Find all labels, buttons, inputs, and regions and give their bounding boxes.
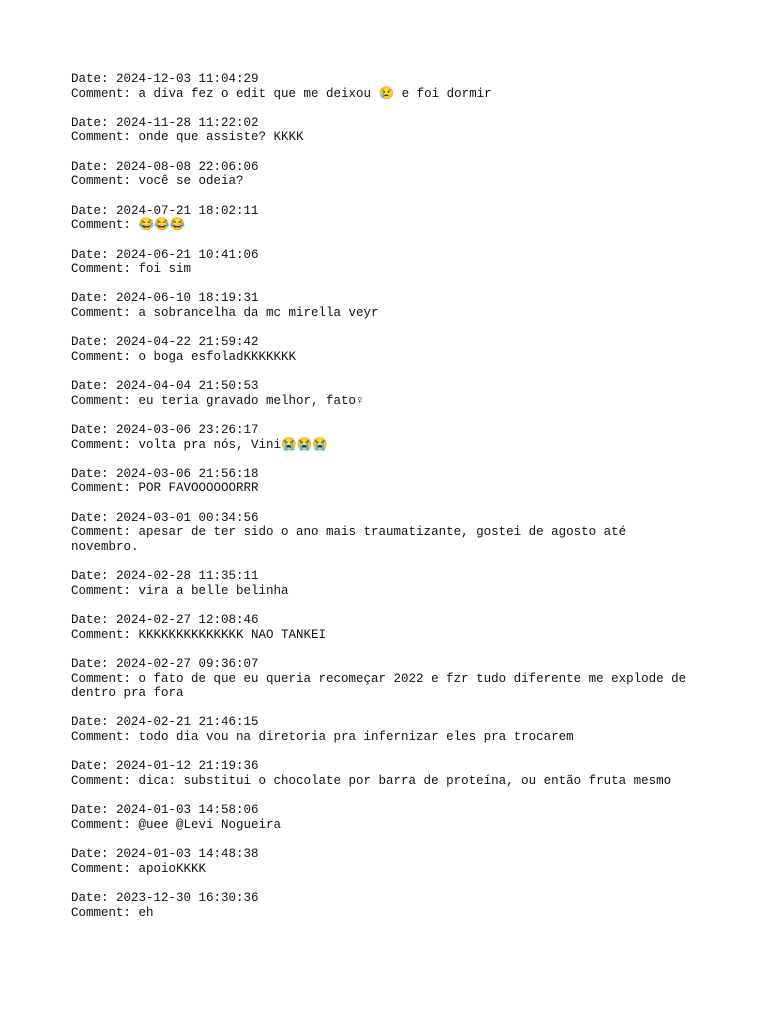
date-line	[71, 116, 699, 131]
date-label: Date:	[71, 423, 117, 437]
comment-label: Comment:	[71, 305, 139, 320]
comment-label: Comment:	[71, 627, 139, 642]
comment-entry	[71, 847, 699, 876]
comment-text: todo dia vou na diretoria pra infernizar eles pra trocarem	[138, 730, 574, 745]
date-value: 2024-06-10 18:19:31	[116, 291, 259, 306]
date-line	[71, 72, 699, 87]
date-label: Date:	[71, 569, 117, 584]
comment-label: Comment:	[71, 218, 139, 233]
comment-line	[71, 306, 699, 321]
comment-line	[71, 350, 699, 365]
date-value: 2024-11-28 11:22:02	[116, 115, 259, 130]
comment-label: Comment:	[71, 481, 139, 496]
comment-entry	[71, 291, 699, 320]
comment-entry	[71, 335, 699, 364]
date-line	[71, 204, 699, 219]
comment-line	[71, 906, 699, 921]
comment-line	[71, 525, 699, 554]
comment-label: Comment:	[71, 349, 139, 364]
date-value: 2024-01-12 21:19:36	[116, 759, 259, 774]
comment-label: Comment:	[71, 437, 139, 452]
comment-text: volta pra nós, Vini😭😭😭	[138, 437, 328, 452]
date-label: Date:	[71, 759, 117, 774]
comment-text: foi sim	[138, 262, 192, 277]
date-value: 2024-03-06 21:56:18	[116, 466, 259, 481]
date-line	[71, 335, 699, 350]
date-label: Date:	[71, 291, 117, 306]
comment-text: eh	[138, 905, 154, 920]
comment-entry	[71, 467, 699, 496]
date-line	[71, 715, 699, 730]
date-line	[71, 803, 699, 818]
date-label: Date:	[71, 379, 117, 394]
date-value: 2024-02-27 09:36:07	[116, 656, 259, 671]
date-value: 2024-07-21 18:02:11	[116, 203, 259, 218]
date-value: 2024-06-21 10:41:06	[116, 247, 259, 262]
comment-label: Comment:	[71, 730, 139, 745]
date-line	[71, 291, 699, 306]
comment-label: Comment:	[71, 262, 139, 277]
date-value: 2024-04-22 21:59:42	[116, 335, 259, 350]
comment-line	[71, 584, 699, 599]
date-label: Date:	[71, 72, 117, 86]
comment-line	[71, 130, 699, 145]
date-label: Date:	[71, 715, 117, 730]
comment-entry	[71, 715, 699, 744]
comment-line	[71, 672, 699, 701]
comment-entry	[71, 657, 699, 701]
date-value: 2024-03-06 23:26:17	[116, 423, 259, 437]
comment-line	[71, 628, 699, 643]
comment-line	[71, 818, 699, 833]
date-line	[71, 511, 699, 526]
comment-text: KKKKKKKKKKKKKK NAO TANKEI	[138, 627, 327, 642]
date-value: 2024-01-03 14:48:38	[116, 847, 259, 862]
comment-text: 😂😂😂	[138, 218, 186, 233]
date-value: 2024-08-08 22:06:06	[116, 159, 259, 174]
comment-line	[71, 262, 699, 277]
date-label: Date:	[71, 335, 117, 350]
comment-text: o boga esfoladKKKKKKK	[138, 349, 297, 364]
comment-entry	[71, 569, 699, 598]
comment-entry	[71, 72, 699, 101]
comment-entry	[71, 423, 699, 452]
comment-line	[71, 862, 699, 877]
date-label: Date:	[71, 847, 117, 862]
comment-line	[71, 218, 699, 233]
date-line	[71, 891, 699, 906]
comment-label: Comment:	[71, 817, 139, 832]
comment-text: o fato de que eu queria recomeçar 2022 e fzr tudo diferente me explode de dentro pra fora	[71, 671, 694, 701]
comment-label: Comment:	[71, 86, 139, 101]
date-label: Date:	[71, 203, 117, 218]
date-value: 2024-02-21 21:46:15	[116, 715, 259, 730]
comment-text: eu teria gravado melhor, fato♀	[138, 393, 364, 408]
date-value: 2024-01-03 14:58:06	[116, 803, 259, 818]
date-label: Date:	[71, 656, 117, 671]
date-line	[71, 759, 699, 774]
date-line	[71, 467, 699, 482]
date-value: 2024-12-03 11:04:29	[116, 72, 259, 86]
comment-label: Comment:	[71, 130, 139, 145]
date-label: Date:	[71, 115, 117, 130]
comment-text: apoioKKKK	[138, 861, 207, 876]
comment-label: Comment:	[71, 174, 139, 189]
comment-entry	[71, 160, 699, 189]
date-line	[71, 379, 699, 394]
comment-text: @uee @Levi Nogueira	[138, 817, 282, 832]
date-label: Date:	[71, 159, 117, 174]
comment-line	[71, 438, 699, 453]
comment-text: apesar de ter sido o ano mais traumatizante, gostei de agosto até novembro.	[71, 525, 634, 554]
comment-label: Comment:	[71, 773, 139, 788]
comment-entry	[71, 759, 699, 788]
comment-label: Comment:	[71, 393, 139, 408]
comment-text: a diva fez o edit que me deixou 😢 e foi dormir	[138, 86, 492, 101]
comment-text: a sobrancelha da mc mirella veyr	[138, 305, 379, 320]
comment-entry	[71, 379, 699, 408]
comment-text: POR FAVOOOOOORRR	[138, 481, 259, 496]
comment-label: Comment:	[71, 905, 139, 920]
comment-text: onde que assiste? KKKK	[138, 130, 304, 145]
date-line	[71, 657, 699, 672]
comment-entry	[71, 803, 699, 832]
comment-label: Comment:	[71, 583, 139, 598]
date-value: 2024-03-01 00:34:56	[116, 510, 259, 525]
date-value: 2023-12-30 16:30:36	[116, 890, 259, 905]
date-label: Date:	[71, 890, 117, 905]
date-line	[71, 847, 699, 862]
comment-line	[71, 774, 699, 789]
comment-entry	[71, 248, 699, 277]
comment-entry	[71, 511, 699, 555]
date-line	[71, 423, 699, 438]
date-line	[71, 248, 699, 263]
comment-log	[71, 72, 699, 935]
date-label: Date:	[71, 613, 117, 628]
comment-entry	[71, 204, 699, 233]
date-value: 2024-04-04 21:50:53	[116, 379, 259, 394]
date-line	[71, 613, 699, 628]
date-label: Date:	[71, 510, 117, 525]
date-line	[71, 569, 699, 584]
comment-text: vira a belle belinha	[138, 583, 289, 598]
comment-label: Comment:	[71, 861, 139, 876]
date-value: 2024-02-28 11:35:11	[116, 569, 259, 584]
comment-line	[71, 730, 699, 745]
comment-line	[71, 394, 699, 409]
comment-label: Comment:	[71, 671, 139, 686]
comment-text: dica: substitui o chocolate por barra de proteína, ou então fruta mesmo	[138, 773, 672, 788]
comment-entry	[71, 891, 699, 920]
date-label: Date:	[71, 803, 117, 818]
date-value: 2024-02-27 12:08:46	[116, 613, 259, 628]
date-label: Date:	[71, 466, 117, 481]
comment-label: Comment:	[71, 525, 139, 540]
date-line	[71, 160, 699, 175]
comment-text: você se odeia?	[138, 174, 244, 189]
comment-entry	[71, 116, 699, 145]
date-label: Date:	[71, 247, 117, 262]
comment-line	[71, 174, 699, 189]
comment-entry	[71, 613, 699, 642]
comment-line	[71, 481, 699, 496]
comment-line	[71, 87, 699, 102]
